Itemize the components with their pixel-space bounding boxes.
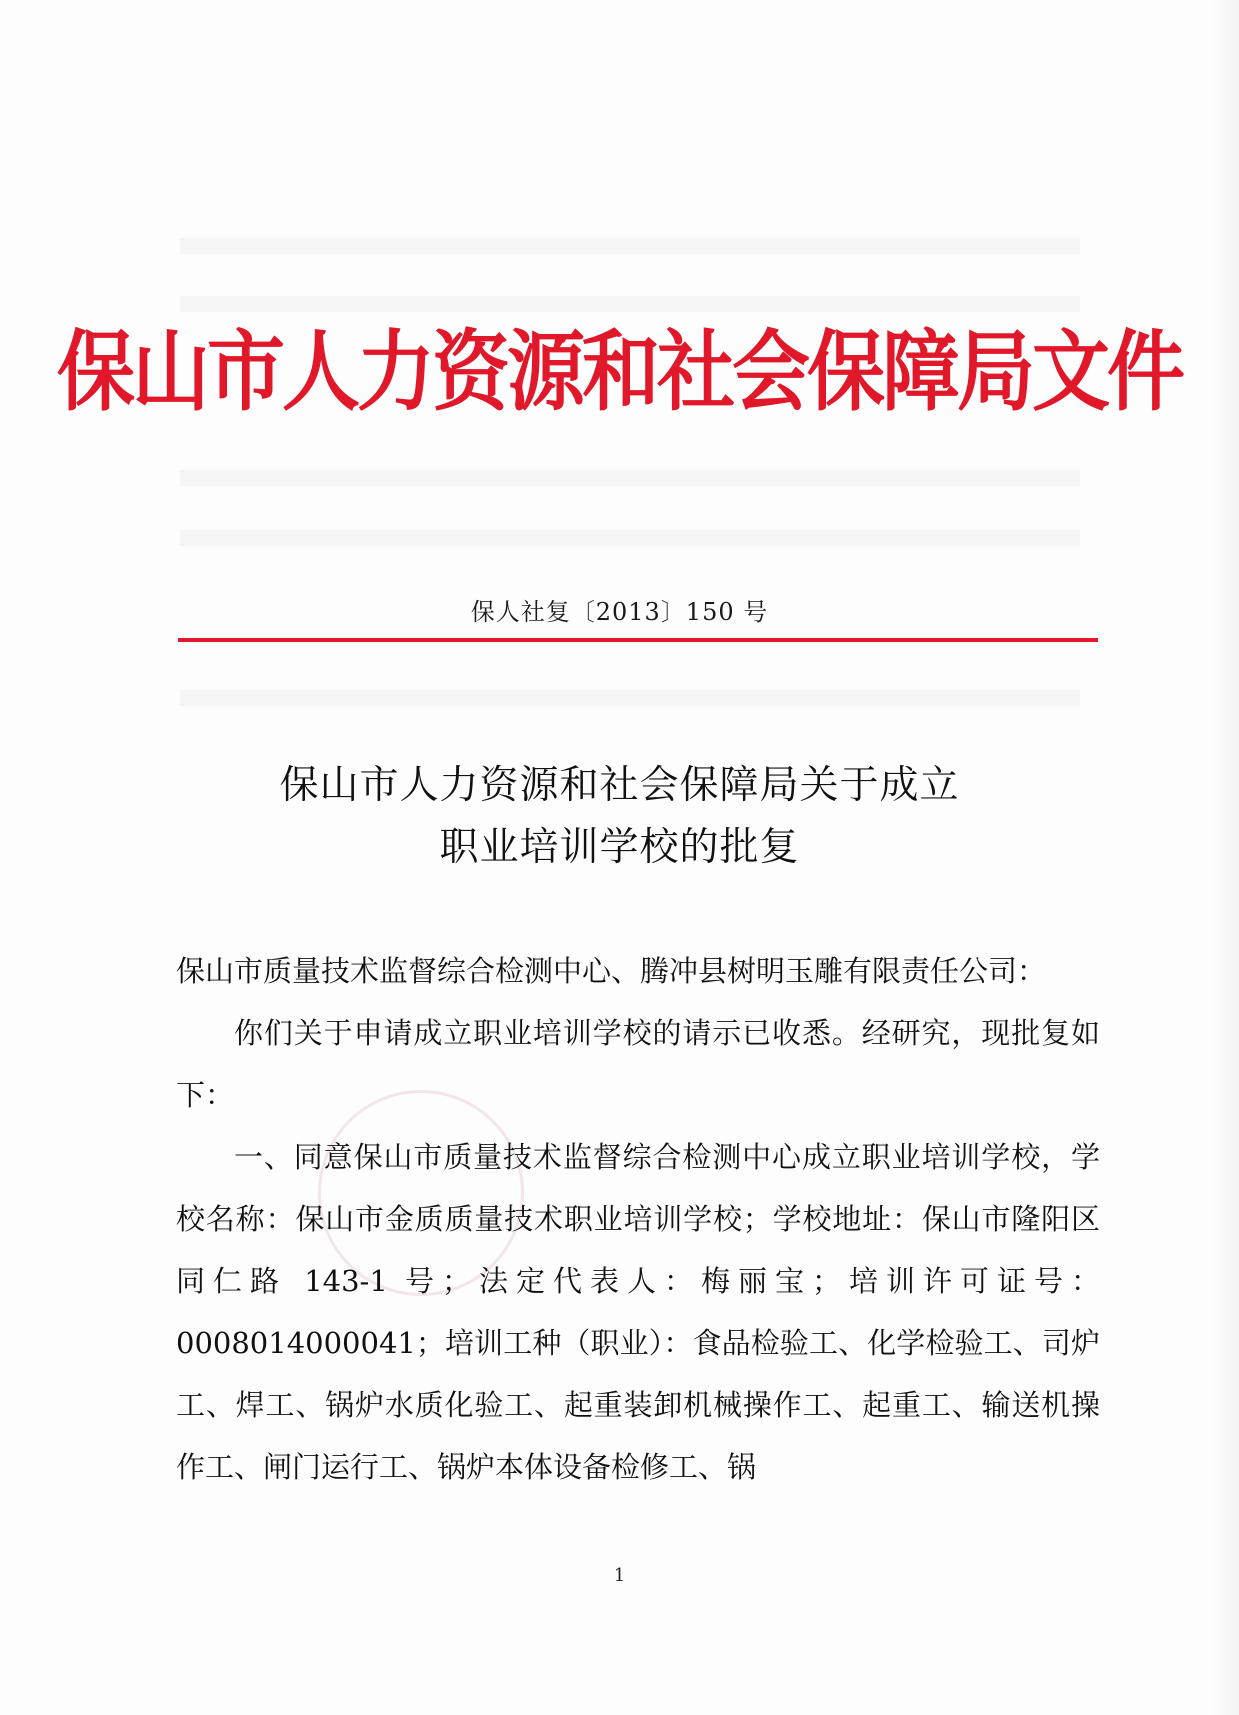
bleed-through-line <box>180 296 1080 312</box>
document-number: 保人社复〔2013〕150 号 <box>470 598 769 626</box>
document-title-line-1: 保山市人力资源和社会保障局关于成立 <box>279 763 960 808</box>
recipient-line: 保山市质量技术监督综合检测中心、腾冲县树明玉雕有限责任公司： <box>176 954 1047 988</box>
bleed-through-line <box>180 470 1080 486</box>
document-body <box>176 940 1100 1498</box>
document-title-line-2: 职业培训学校的批复 <box>439 825 800 870</box>
document-header-title: 保山市人力资源和社会保障局文件 <box>56 322 1182 424</box>
red-divider-line <box>178 638 1098 642</box>
bleed-through-line <box>180 530 1080 546</box>
document-title <box>0 755 1239 879</box>
body-paragraph-1: 你们关于申请成立职业培训学校的请示已收悉。经研究，现批复如下： <box>176 1016 1100 1112</box>
page-number: 1 <box>613 1565 626 1586</box>
body-paragraph-2: 一、同意保山市质量技术监督综合检测中心成立职业培训学校，学校名称：保山市金质质量技术职业培训学校；学校地址：保山市隆阳区同仁路 143-1 号；法定代表人：梅丽宝；培训许可证号：0008014000041；培训工种（职业）：食品检验工、化学检验工、司炉工、焊工、锅炉水质化验工、起重装卸机械操作工、起重工、输送机操作工、闸门运行工、锅炉本体设备检修工、锅 <box>176 1140 1100 1484</box>
bleed-through-line <box>180 238 1080 254</box>
bleed-through-line <box>180 690 1080 706</box>
